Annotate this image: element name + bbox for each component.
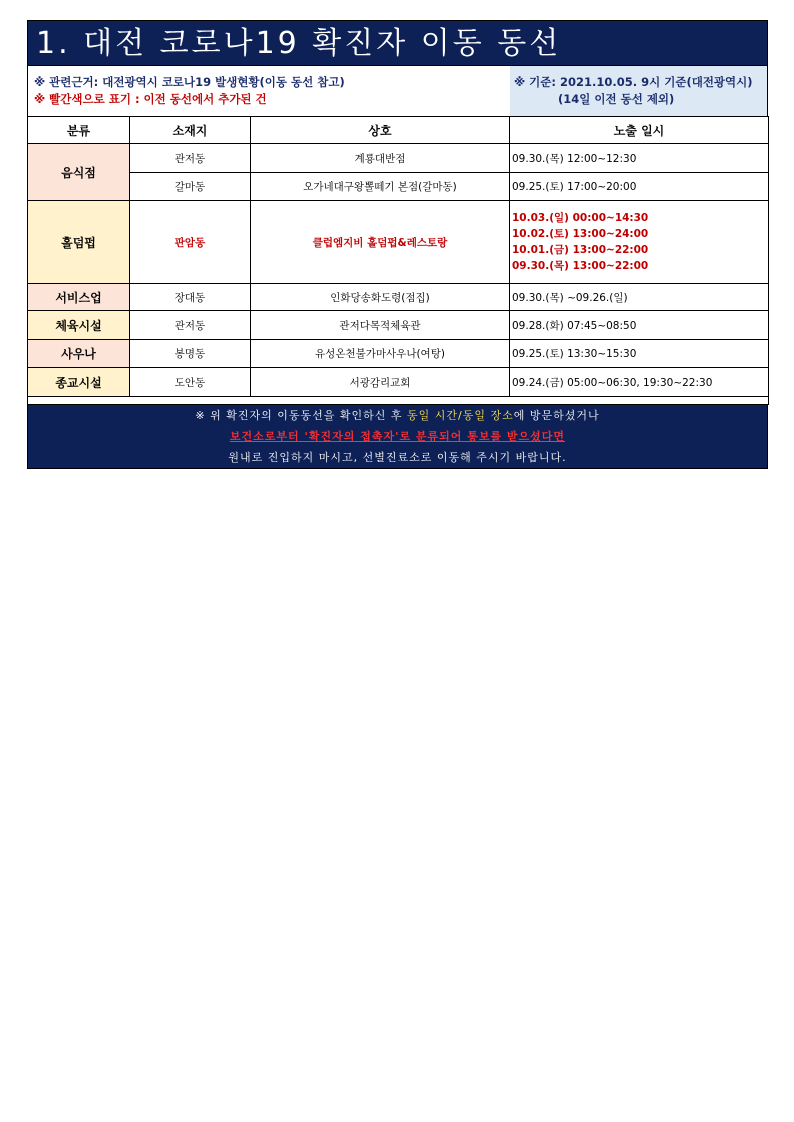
header-name: 상호 xyxy=(251,117,510,144)
name-cell: 오가네대구왕뽈떼기 본점(갈마동) xyxy=(251,173,510,201)
location-cell: 관저동 xyxy=(130,311,251,340)
category-cell: 사우나 xyxy=(28,340,130,368)
table-row xyxy=(28,284,769,311)
time-line: 10.01.(금) 13:00~22:00 xyxy=(512,244,649,256)
header-time: 노출 일시 xyxy=(510,117,769,144)
name-cell: 인화당송화도령(점집) xyxy=(251,284,510,311)
time-cell: 09.25.(토) 17:00~20:00 xyxy=(510,173,769,201)
time-cell xyxy=(510,201,769,284)
info-left xyxy=(28,66,510,116)
category-cell: 홀덤펍 xyxy=(28,201,130,284)
page-container xyxy=(27,20,768,469)
time-cell: 09.24.(금) 05:00~06:30, 19:30~22:30 xyxy=(510,368,769,397)
table-row xyxy=(28,144,769,173)
notice-banner xyxy=(27,405,768,469)
category-cell: 음식점 xyxy=(28,144,130,201)
time-cell: 09.30.(목) 12:00~12:30 xyxy=(510,144,769,173)
as-of-note: ※ 기준: 2021.10.05. 9시 기준(대전광역시) xyxy=(514,75,753,89)
location-cell: 관저동 xyxy=(130,144,251,173)
time-cell: 09.30.(목) ~09.26.(일) xyxy=(510,284,769,311)
name-cell: 유성온천불가마사우나(여탕) xyxy=(251,340,510,368)
time-cell: 09.25.(토) 13:30~15:30 xyxy=(510,340,769,368)
contact-notice-highlight: 보건소로부터 '확진자의 접촉자'로 분류되어 통보를 받으셨다면 xyxy=(229,430,566,443)
table-row xyxy=(28,340,769,368)
table-row xyxy=(28,173,769,201)
table-row xyxy=(28,368,769,397)
header-category: 분류 xyxy=(28,117,130,144)
info-right xyxy=(510,66,767,116)
page-title: 1. 대전 코로나19 확진자 이동 동선 xyxy=(27,20,768,66)
table-row xyxy=(28,311,769,340)
route-table xyxy=(27,116,769,405)
time-cell: 09.28.(화) 07:45~08:50 xyxy=(510,311,769,340)
same-time-place-highlight: 동일 시간/동일 장소 xyxy=(406,409,514,422)
table-spacer-row xyxy=(28,397,769,405)
location-cell: 도안동 xyxy=(130,368,251,397)
location-cell: 갈마동 xyxy=(130,173,251,201)
basis-note: ※ 관련근거: 대전광역시 코로나19 발생현황(이동 동선 참고) xyxy=(34,75,345,89)
time-line: 09.30.(목) 13:00~22:00 xyxy=(512,260,649,272)
table-row xyxy=(28,201,769,284)
name-cell: 관저다목적체육관 xyxy=(251,311,510,340)
red-legend-note: ※ 빨간색으로 표기 : 이전 동선에서 추가된 건 xyxy=(34,92,267,106)
name-cell: 서광감리교회 xyxy=(251,368,510,397)
notice-line-3: 원내로 진입하지 마시고, 선별진료소로 이동해 주시기 바랍니다. xyxy=(228,451,567,464)
header-location: 소재지 xyxy=(130,117,251,144)
category-cell: 종교시설 xyxy=(28,368,130,397)
location-cell: 봉명동 xyxy=(130,340,251,368)
notice-line-1: ※ 위 확진자의 이동동선을 확인하신 후 동일 시간/동일 장소에 방문하셨거나 xyxy=(195,409,600,422)
notice-line-2 xyxy=(28,426,767,447)
table-header-row xyxy=(28,117,769,144)
time-line: 10.03.(일) 00:00~14:30 xyxy=(512,212,649,224)
category-cell: 체육시설 xyxy=(28,311,130,340)
excluded-note: (14일 이전 동선 제외) xyxy=(558,92,675,106)
time-line: 10.02.(토) 13:00~24:00 xyxy=(512,228,649,240)
location-cell: 장대동 xyxy=(130,284,251,311)
location-cell: 판암동 xyxy=(130,201,251,284)
category-cell: 서비스업 xyxy=(28,284,130,311)
name-cell: 계룡대반점 xyxy=(251,144,510,173)
info-section xyxy=(27,66,768,116)
name-cell: 클럽엠지비 홀덤펍&레스토랑 xyxy=(251,201,510,284)
